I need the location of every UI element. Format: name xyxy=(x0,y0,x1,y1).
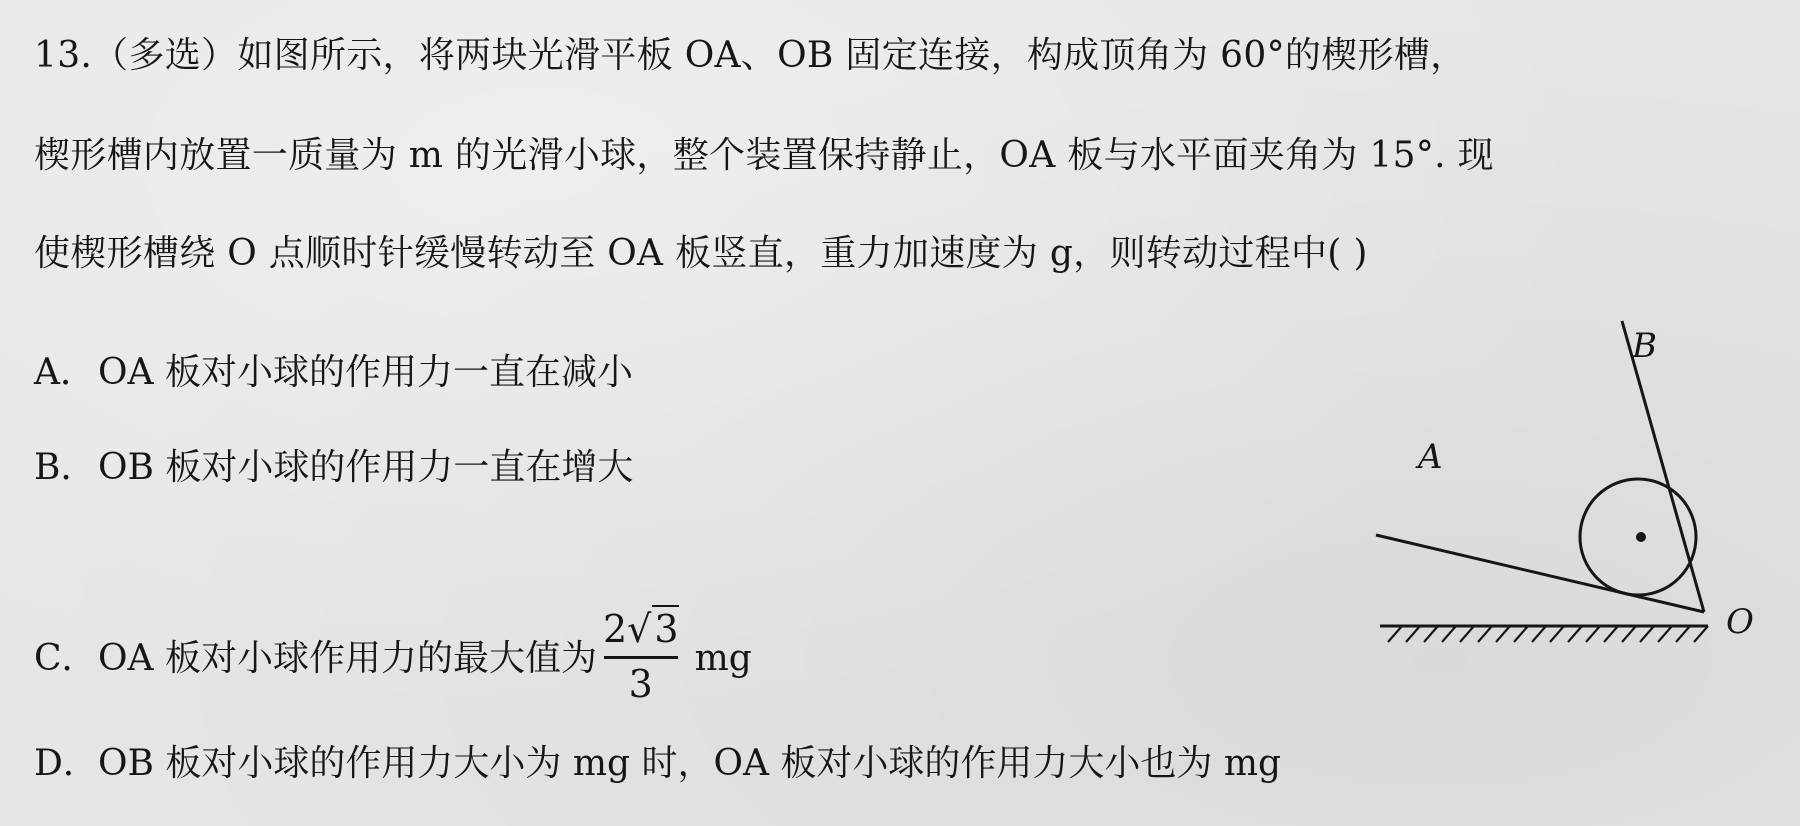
option-c[interactable] xyxy=(34,607,752,710)
ground-hatching xyxy=(1388,626,1708,642)
ball-center-dot xyxy=(1636,532,1646,542)
question-stem-line-3: 使楔形槽绕 O 点顺时针缓慢转动至 OA 板竖直，重力加速度为 g，则转动过程中( ) xyxy=(34,233,1368,274)
label-b: B xyxy=(1632,326,1657,366)
question-stem-line-2: 楔形槽内放置一质量为 m 的光滑小球，整个装置保持静止，OA 板与水平面夹角为 15°. 现 xyxy=(34,135,1494,176)
wedge-diagram xyxy=(1370,315,1770,675)
fraction-denominator: 3 xyxy=(628,661,653,706)
option-a[interactable] xyxy=(34,352,633,393)
option-b[interactable] xyxy=(34,447,634,488)
plate-oa xyxy=(1376,535,1704,612)
option-c-text: OA 板对小球作用力的最大值为 xyxy=(98,638,597,680)
option-b-letter: B． xyxy=(34,447,97,488)
question-stem-line-1: 13.（多选）如图所示，将两块光滑平板 OA、OB 固定连接，构成顶角为 60°的楔形槽， xyxy=(34,35,1467,76)
radical-sign: √ xyxy=(627,607,652,651)
numerator-coefficient: 2 xyxy=(602,607,628,651)
option-a-letter: A． xyxy=(34,352,96,393)
option-c-unit: mg xyxy=(694,638,752,680)
option-c-letter: C． xyxy=(34,638,98,680)
option-d[interactable] xyxy=(34,743,1282,784)
radicand: 3 xyxy=(654,607,679,651)
fraction-numerator xyxy=(603,608,679,652)
label-o: O xyxy=(1726,602,1754,642)
option-d-text: OB 板对小球的作用力大小为 mg 时，OA 板对小球的作用力大小也为 mg xyxy=(98,743,1282,784)
option-c-fraction xyxy=(603,608,679,706)
option-b-text: OB 板对小球的作用力一直在增大 xyxy=(98,447,634,488)
option-a-text: OA 板对小球的作用力一直在减小 xyxy=(98,352,633,393)
fraction-bar xyxy=(604,656,678,659)
label-a: A xyxy=(1418,437,1443,477)
wedge-groove-figure xyxy=(1370,315,1770,675)
option-d-letter: D． xyxy=(34,743,99,784)
